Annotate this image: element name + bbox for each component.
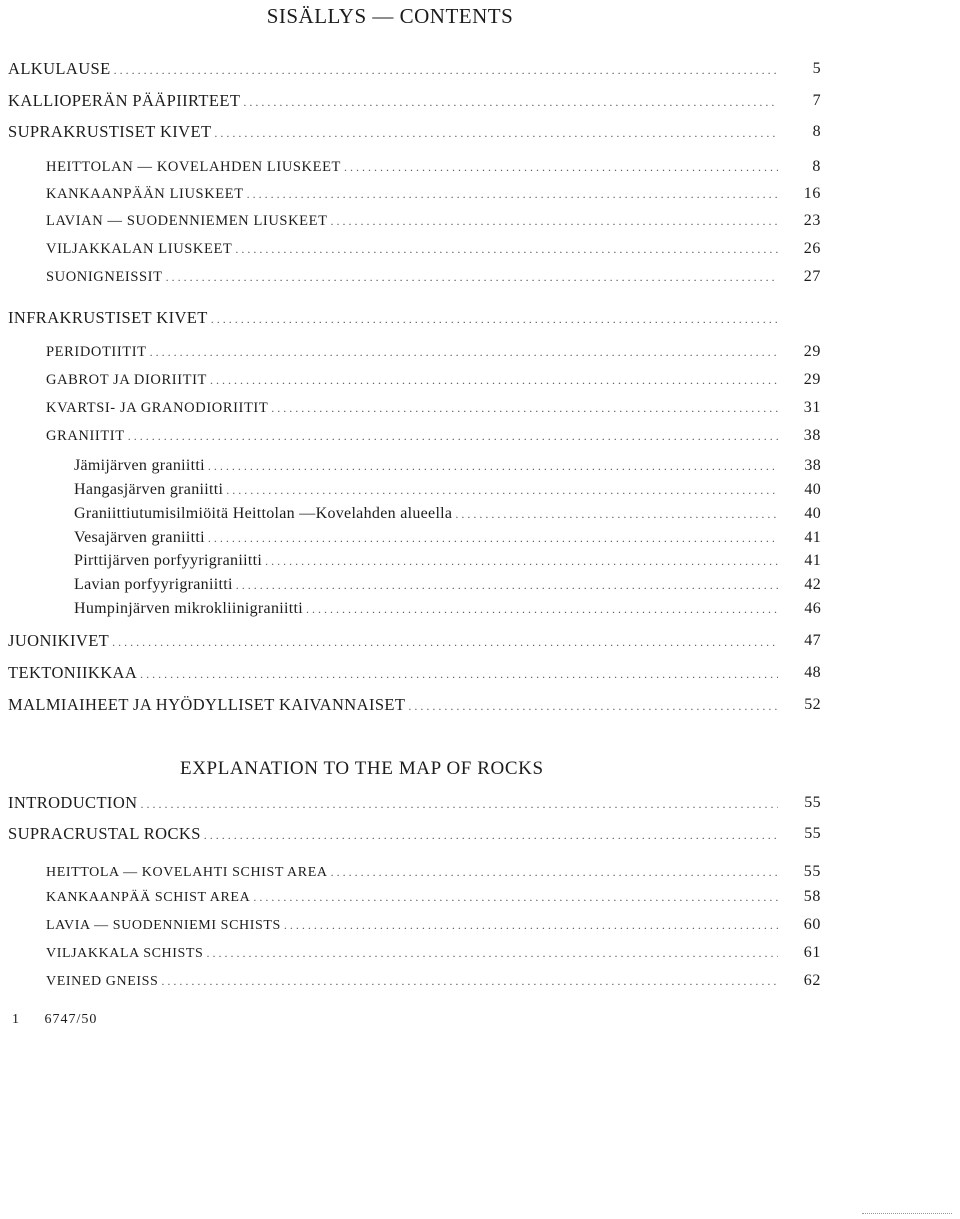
toc-dot-leader [210,369,778,391]
toc-entry[interactable] [74,550,821,572]
toc-dot-leader [344,156,778,178]
toc-entry[interactable] [46,210,821,232]
toc-entry-label: KANKAANPÄÄ SCHIST AREA [46,890,251,905]
toc-entry-page: 41 [804,529,821,546]
toc-entry[interactable] [8,90,821,112]
toc-entry-label: MALMIAIHEET JA HYÖDYLLISET KAIVANNAISET [8,695,406,714]
toc-entry-page: 23 [803,212,821,229]
toc-dot-leader [114,59,778,81]
toc-entry-page: 26 [803,240,821,257]
toc-entry[interactable] [8,58,821,80]
toc-dot-leader [243,91,778,113]
toc-entry-label: Hangasjärven graniitti [74,481,224,498]
toc-dot-leader [253,886,778,908]
toc-entry-page: 40 [804,481,821,498]
toc-dot-leader [208,527,778,549]
toc-entry-page: 8 [812,158,821,175]
footer [12,1012,117,1028]
toc-entry[interactable] [74,527,821,549]
toc-entry[interactable] [46,341,821,363]
toc-entry-page: 8 [812,123,821,140]
toc-entry-label: Humpinjärven mikrokliinigraniitti [74,600,303,617]
toc-entry[interactable] [46,425,821,447]
toc-entry[interactable] [74,479,821,501]
toc-entry-page: 5 [812,60,821,77]
toc-entry-label: KANKAANPÄÄN LIUSKEET [46,186,244,202]
toc-entry-page: 29 [803,343,821,360]
toc-entry-page: 16 [803,185,821,202]
toc-entry-label: Graniittiutumisilmiöitä Heittolan —Kovelahden alueella [74,505,453,522]
toc-dot-leader [166,266,778,288]
toc-entry[interactable] [46,397,821,419]
toc-entry-page: 60 [803,916,821,933]
toc-entry-label: LAVIA — SUODENNIEMI SCHISTS [46,918,281,933]
toc-entry-page: 46 [804,600,821,617]
toc-entry[interactable] [8,694,821,716]
toc-dot-leader [331,210,778,232]
toc-entry-page: 27 [803,268,821,285]
toc-entry-label: GABROT JA DIORIITIT [46,372,207,388]
toc-entry-page: 41 [804,552,821,569]
toc-entry-page: 62 [803,972,821,989]
toc-entry[interactable] [74,598,821,620]
toc-dot-leader [306,598,778,620]
toc-entry-page: 55 [804,825,821,842]
toc-entry-label: LAVIAN — SUODENNIEMEN LIUSKEET [46,213,328,229]
toc-entry[interactable] [46,238,821,260]
sheet-number: 1 [12,1012,20,1027]
toc-entry-page: 52 [804,696,821,713]
toc-dot-leader [214,122,778,144]
toc-dot-leader [226,479,778,501]
toc-entry-label: SUPRAKRUSTISET KIVET [8,122,212,141]
toc-dot-leader [150,341,778,363]
toc-entry-page: 47 [804,632,821,649]
scan-mark [862,1213,952,1215]
toc-entry[interactable] [74,574,821,596]
toc-entry-label: SUPRACRUSTAL ROCKS [8,824,201,843]
toc-entry[interactable] [46,970,821,992]
toc-dot-leader [455,503,778,525]
toc-entry-page: 61 [803,944,821,961]
toc-entry-label: ALKULAUSE [8,59,111,78]
toc-entry[interactable] [46,861,821,883]
toc-entry-page: 58 [803,888,821,905]
toc-entry-page: 55 [803,863,821,880]
toc-entry-label: Pirttijärven porfyyrigraniitti [74,552,263,569]
toc-entry-label: HEITTOLAN — KOVELAHDEN LIUSKEET [46,159,341,175]
toc-entry[interactable] [46,914,821,936]
toc-entry[interactable] [8,662,821,684]
toc-entry-label: GRANIITIT [46,428,125,444]
toc-entry-label: KALLIOPERÄN PÄÄPIIRTEET [8,91,241,110]
toc-dot-leader [284,914,778,936]
toc-entry[interactable] [8,630,821,652]
toc-dot-leader [247,183,778,205]
toc-dot-leader [408,695,778,717]
toc-entry-page: 31 [803,399,821,416]
toc-dot-leader [235,238,778,260]
toc-dot-leader [265,550,778,572]
toc-dot-leader [331,861,778,883]
toc-dot-leader [211,308,778,330]
toc-entry-label: HEITTOLA — KOVELAHTI SCHIST AREA [46,865,328,880]
toc-dot-leader [112,631,778,653]
toc-entry-label: INFRAKRUSTISET KIVET [8,308,208,327]
toc-dot-leader [236,574,778,596]
toc-entry-label: Vesajärven graniitti [74,529,205,546]
print-code: 6747/50 [44,1012,98,1027]
toc-dot-leader [140,793,778,815]
toc-entry-page: 48 [804,664,821,681]
toc-dot-leader [204,824,778,846]
toc-entry-label: SUONIGNEISSIT [46,269,163,285]
toc-entry-label: Jämijärven graniitti [74,457,205,474]
toc-dot-leader [128,425,778,447]
toc-entry-page: 38 [804,457,821,474]
toc-entry-page: 40 [804,505,821,522]
toc-entry[interactable] [46,369,821,391]
toc-entry[interactable] [46,266,821,288]
toc-dot-leader [208,455,778,477]
toc-entry-label: VILJAKKALA SCHISTS [46,946,204,961]
toc-entry-page: 29 [803,371,821,388]
toc-entry-label: VILJAKKALAN LIUSKEET [46,241,233,257]
toc-entry[interactable] [46,156,821,178]
toc-entry-label: JUONIKIVET [8,631,110,650]
toc-entry[interactable] [8,307,778,329]
toc-entry[interactable] [8,823,821,845]
page-title: SISÄLLYS — CONTENTS [266,4,514,28]
toc-dot-leader [161,970,778,992]
toc-entry[interactable] [46,942,821,964]
toc-entry[interactable] [46,886,821,908]
toc-dot-leader [271,397,778,419]
toc-entry-label: VEINED GNEISS [46,974,159,989]
toc-entry[interactable] [8,792,821,814]
toc-entry[interactable] [8,121,821,143]
toc-entry-label: TEKTONIIKKAA [8,663,138,682]
toc-entry-label: INTRODUCTION [8,793,138,812]
toc-entry-label: KVARTSI- JA GRANODIORIITIT [46,400,269,416]
toc-entry-label: Lavian porfyyrigraniitti [74,576,233,593]
toc-dot-leader [140,663,778,685]
toc-entry[interactable] [74,455,821,477]
toc-entry-page: 55 [804,794,821,811]
section-title: EXPLANATION TO THE MAP OF ROCKS [180,758,544,779]
toc-entry-page: 38 [803,427,821,444]
toc-entry[interactable] [46,183,821,205]
toc-dot-leader [206,942,778,964]
toc-entry-page: 42 [804,576,821,593]
toc-entry-page: 7 [812,92,821,109]
toc-entry[interactable] [74,503,821,525]
toc-entry-label: PERIDOTIITIT [46,344,147,360]
